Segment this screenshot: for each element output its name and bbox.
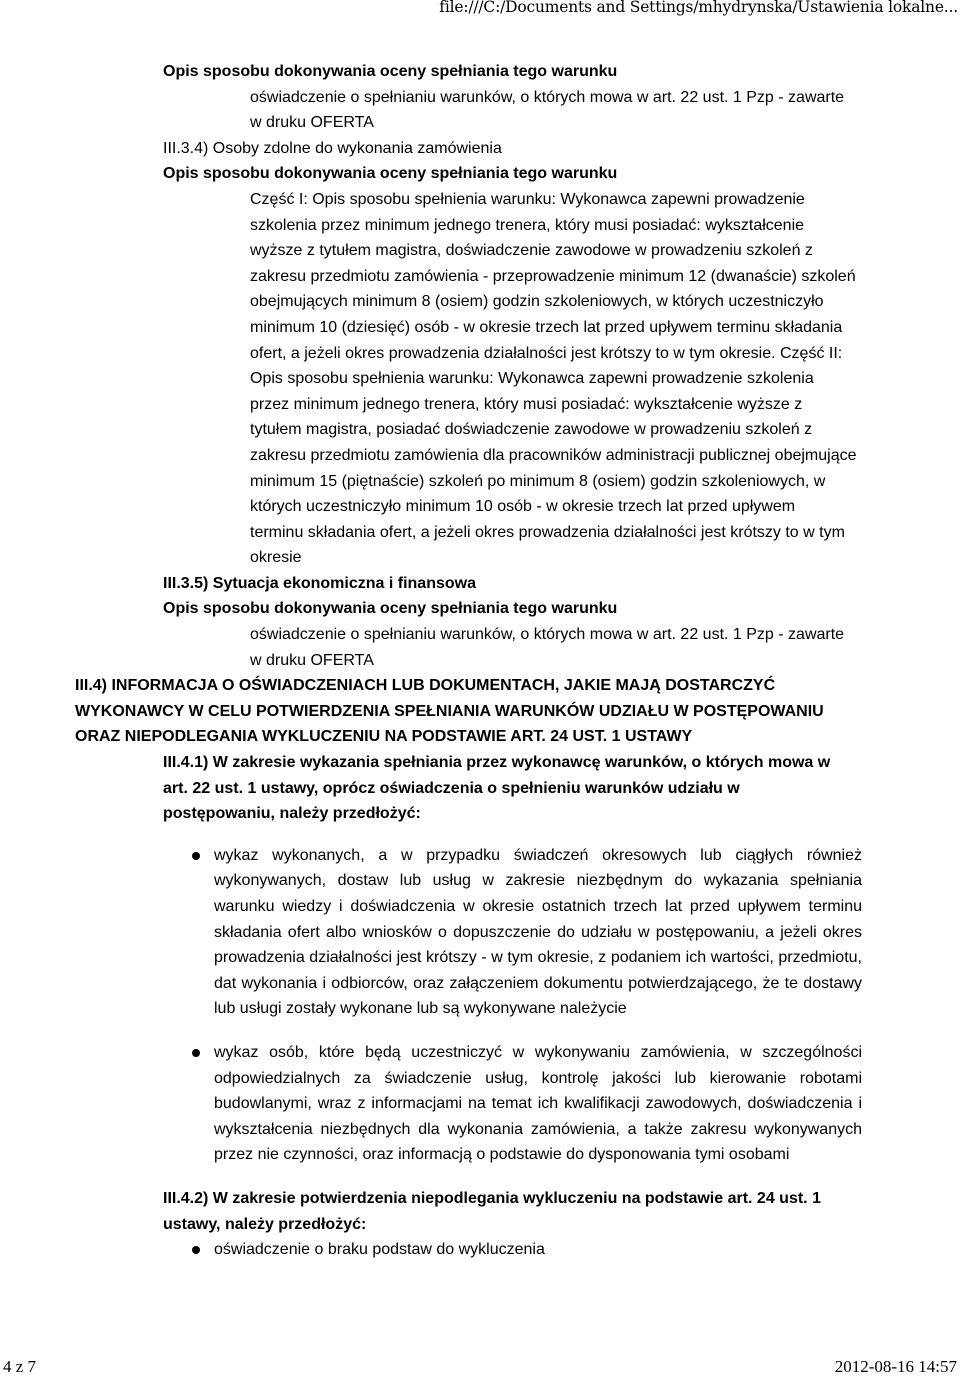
assessment-heading: Opis sposobu dokonywania oceny spełniania tego warunku — [163, 63, 618, 80]
documents-list — [0, 843, 960, 1168]
bullet-icon — [192, 852, 200, 860]
title-line: III.4.2) W zakresie potwierdzenia niepodlegania wykluczeniu na podstawie art. 24 ust. 1 — [163, 1189, 821, 1207]
assessment-text-line: w druku OFERTA — [250, 651, 374, 669]
browser-url-header: file:///C:/Documents and Settings/mhydrynska/Ustawienia lokalne... — [439, 0, 958, 16]
section-title: III.3.4) Osoby zdolne do wykonania zamówienia — [163, 139, 502, 157]
text-line: okresie — [250, 549, 302, 567]
text-line: terminu składania ofert, a jeżeli okres prowadzenia działalności jest krótszy to w tym — [250, 523, 845, 541]
title-line: ORAZ NIEPODLEGANIA WYKLUCZENIU NA PODSTAWIE ART. 24 UST. 1 USTAWY — [75, 728, 693, 746]
bullet-icon — [192, 1246, 200, 1254]
title-line: WYKONAWCY W CELU POTWIERDZENIA SPEŁNIANIA WARUNKÓW UDZIAŁU W POSTĘPOWANIU — [75, 702, 824, 720]
title-line: art. 22 ust. 1 ustawy, oprócz oświadczenia o spełnieniu warunków udziału w — [163, 779, 740, 797]
text-line: Część I: Opis sposobu spełnienia warunku: Wykonawca zapewni prowadzenie — [250, 190, 805, 208]
title-line: ustawy, należy przedłożyć: — [163, 1215, 367, 1233]
assessment-heading: Opis sposobu dokonywania oceny spełniania tego warunku — [163, 600, 618, 618]
assessment-text-line: oświadczenie o spełnianiu warunków, o których mowa w art. 22 ust. 1 Pzp - zawarte — [250, 88, 845, 106]
text-line: ofert, a jeżeli okres prowadzenia działalności jest krótszy to w tym okresie. Część II: — [250, 344, 843, 362]
page-number: 4 z 7 — [3, 1357, 37, 1376]
list-item-text: wykaz wykonanych, a w przypadku świadczeń okresowych lub ciągłych również wykonywanych, dostaw lub usług w zakresie niezbędnym do wykazania spełniania warunku wiedzy i doświadczenia w okresie ostatnich trzech lat przed upływem terminu składania ofert albo wniosków o dopuszczenie do udziału w postępowaniu, a jeżeli okres prowadzenia działalności jest krótszy - w tym okresie, z podaniem ich wartości, przedmiotu, dat wykonania i odbiorców, oraz załączeniem dokumentu potwierdzającego, że te dostawy lub usługi zostały wykonane lub są wykonywane należycie — [214, 846, 862, 1018]
text-line: Opis sposobu spełnienia warunku: Wykonawca zapewni prowadzenie szkolenia — [250, 370, 814, 388]
section-iii-4-title — [0, 673, 960, 750]
list-item — [0, 843, 862, 1022]
bullet-icon — [192, 1049, 200, 1057]
text-line: obejmujących minimum 8 (osiem) godzin szkoleniowych, w których uczestniczyło — [250, 293, 824, 311]
text-line: minimum 10 (dziesięć) osób - w okresie trzech lat przed upływem terminu składania — [250, 318, 843, 336]
exclusion-documents-list — [0, 1237, 960, 1263]
list-item-text: oświadczenie o braku podstaw do wykluczenia — [214, 1241, 545, 1259]
text-line: wyższe z tytułem magistra, doświadczenie zawodowe w prowadzeniu szkoleń z — [250, 242, 813, 260]
text-line: minimum 15 (piętnaście) szkoleń po minimum 8 (osiem) godzin szkoleniowych, w — [250, 472, 826, 490]
assessment-text-line: oświadczenie o spełnianiu warunków, o których mowa w art. 22 ust. 1 Pzp - zawarte — [250, 626, 845, 644]
subsection-iii-4-1-title — [0, 750, 960, 827]
text-line: zakresu przedmiotu zamówienia dla pracowników administracji publicznej obejmujące — [250, 446, 857, 464]
print-datetime: 2012-08-16 14:57 — [834, 1357, 957, 1376]
list-item — [0, 1040, 862, 1168]
subsection-iii-4-2-title — [0, 1186, 960, 1237]
text-line: zakresu przedmiotu zamówienia - przeprowadzenie minimum 12 (dwanaście) szkoleń — [250, 267, 856, 285]
title-line: III.4) INFORMACJA O OŚWIADCZENIACH LUB DOKUMENTACH, JAKIE MAJĄ DOSTARCZYĆ — [75, 677, 776, 695]
assessment-text-line: w druku OFERTA — [250, 114, 374, 132]
document-body — [0, 59, 960, 1263]
assessment-heading: Opis sposobu dokonywania oceny spełniania tego warunku — [163, 165, 618, 183]
text-line: tytułem magistra, posiadać doświadczenie zawodowe w prowadzeniu szkoleń z — [250, 421, 813, 439]
text-line: przez minimum jednego trenera, który musi posiadać: wykształcenie wyższe z — [250, 395, 803, 413]
title-line: postępowaniu, należy przedłożyć: — [163, 805, 421, 823]
title-line: III.4.1) W zakresie wykazania spełniania przez wykonawcę warunków, o których mowa w — [163, 754, 831, 772]
text-line: szkolenia przez minimum jednego trenera, który musi posiadać: wykształcenie — [250, 216, 805, 234]
assessment-text — [0, 187, 960, 571]
section-title: III.3.5) Sytuacja ekonomiczna i finansowa — [163, 574, 476, 592]
list-item-text: wykaz osób, które będą uczestniczyć w wykonywaniu zamówienia, w szczególności odpowiedzialnych za świadczenie usług, kontrolę jakości lub kierowanie robotami budowlanymi, wraz z informacjami na temat ich kwalifikacji zawodowych, doświadczenia i wykształcenia niezbędnych dla wykonania zamówienia, a także zakresu wykonywanych przez nie czynności, oraz informacją o podstawie do dysponowania tymi osobami — [214, 1043, 862, 1164]
list-item — [0, 1237, 862, 1263]
text-line: których uczestniczyło minimum 10 osób - w okresie trzech lat przed upływem — [250, 498, 796, 516]
